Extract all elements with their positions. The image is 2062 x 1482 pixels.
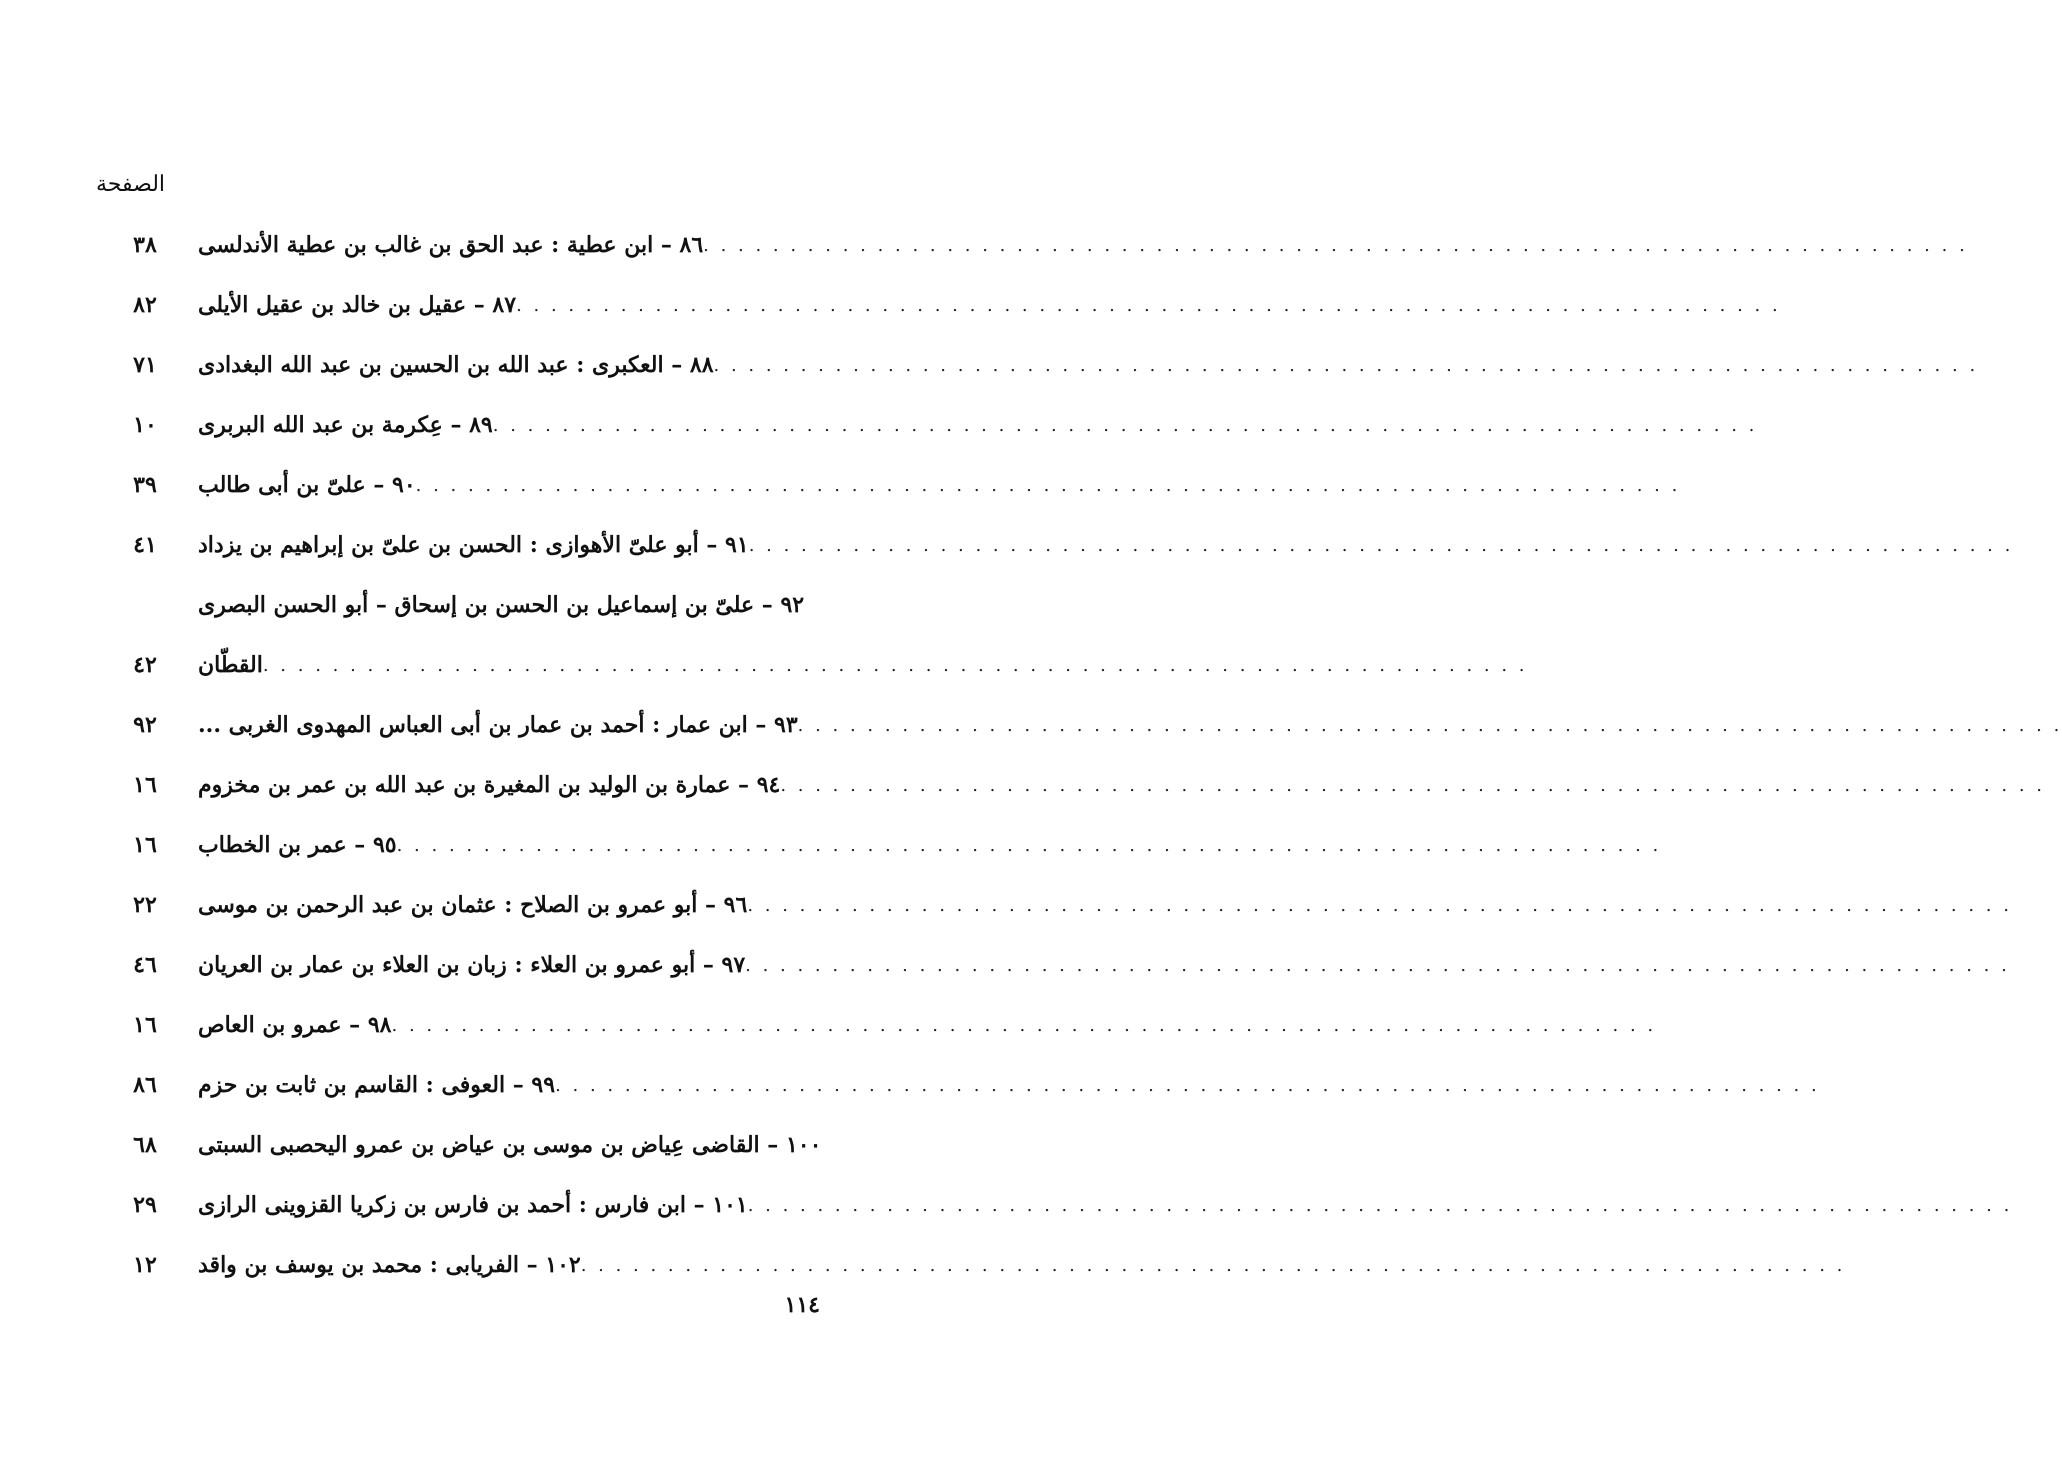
dot-leader (397, 835, 1662, 856)
toc-entry (180, 1072, 1820, 1098)
dot-leader (555, 1075, 1820, 1096)
dot-leader (392, 1015, 1657, 1036)
toc-entry-text: ٩٤ – عمارة بن الوليد بن المغيرة بن عبد الله بن عمر بن مخزوم (198, 772, 781, 798)
toc-row (110, 815, 815, 875)
toc-entry-text: ١٠١ – ابن فارس : أحمد بن فارس بن زكريا القزوينى الرازى (198, 1192, 748, 1218)
toc-row (110, 575, 815, 635)
toc-row (110, 395, 815, 455)
toc-entry-text: ٩٠ – علىّ بن أبى طالب (198, 472, 416, 498)
toc-row (110, 1235, 815, 1295)
toc-page-number: ٨٢ (133, 292, 157, 318)
toc-page-number: ٦٨ (133, 1132, 157, 1158)
dot-leader (780, 775, 2045, 796)
toc-entry (180, 892, 2012, 918)
toc-page-number: ٣٩ (133, 472, 157, 498)
toc-row (110, 275, 815, 335)
toc-entry (180, 1252, 1845, 1278)
toc-page-number: ٢٩ (133, 1192, 157, 1218)
document-page (0, 0, 944, 1482)
dot-leader (263, 655, 1528, 676)
dot-leader (714, 355, 1979, 376)
toc-page-number: ٢٢ (133, 892, 157, 918)
toc-row (110, 515, 815, 575)
toc-page-number: ١٦ (133, 1012, 157, 1038)
table-of-contents (110, 215, 822, 1295)
page-folio-number: ١١٤ (784, 1292, 820, 1318)
toc-entry-text: ٩٨ – عمرو بن العاص (198, 1012, 392, 1038)
toc-entry-text: ١٠٢ – الفريابى : محمد بن يوسف بن واقد (198, 1252, 581, 1278)
toc-page-number: ٩٢ (133, 712, 157, 738)
toc-row (110, 875, 815, 935)
dot-leader (493, 415, 1758, 436)
toc-entry-text: ٨٨ – العكبرى : عبد الله بن الحسين بن عبد الله البغدادى (198, 352, 714, 378)
toc-page-number: ١٢ (133, 1252, 157, 1278)
toc-page-number: ٣٨ (133, 232, 157, 258)
toc-entry (180, 232, 1968, 258)
toc-entry-text: ٩٧ – أبو عمرو بن العلاء : زبان بن العلاء بن عمار بن العريان (198, 952, 746, 978)
toc-entry (180, 1132, 821, 1158)
toc-row (110, 935, 815, 995)
toc-entry-text: ٨٦ – ابن عطية : عبد الحق بن غالب بن عطية الأندلسى (198, 232, 704, 258)
toc-entry-text: ٩٥ – عمر بن الخطاب (198, 832, 397, 858)
toc-entry (180, 772, 2045, 798)
toc-row (110, 1175, 815, 1235)
toc-entry (180, 1012, 1656, 1038)
dot-leader (798, 715, 2062, 736)
toc-entry-text: ١٠٠ – القاضى عِياض بن موسى بن عياض بن عمرو اليحصبى السبتى (198, 1132, 822, 1158)
dot-leader (748, 1195, 2013, 1216)
dot-leader (745, 955, 2010, 976)
toc-page-number: ٤٢ (133, 652, 157, 678)
toc-entry (180, 532, 2013, 558)
toc-page-number: ٤٦ (133, 952, 157, 978)
page-column-label: الصفحة (96, 172, 166, 197)
toc-page-number: ١٦ (133, 772, 157, 798)
dot-leader (416, 475, 1681, 496)
toc-entry (180, 412, 1757, 438)
toc-row (110, 1115, 822, 1175)
toc-row (110, 455, 815, 515)
toc-row (110, 995, 815, 1055)
toc-entry-text: ٨٧ – عقيل بن خالد بن عقيل الأيلى (198, 292, 517, 318)
dot-leader (749, 535, 2014, 556)
toc-entry-text: ٩٣ – ابن عمار : أحمد بن عمار بن أبى العباس المهدوى الغربى ... (198, 712, 798, 738)
dot-leader (747, 895, 2012, 916)
toc-entry (180, 352, 1978, 378)
toc-entry (180, 832, 1661, 858)
dot-leader (581, 1255, 1846, 1276)
toc-row-continuation (110, 635, 815, 695)
dot-leader (703, 235, 1968, 256)
toc-row (110, 215, 815, 275)
toc-entry-text: ٨٩ – عِكرمة بن عبد الله البربرى (198, 412, 493, 438)
toc-entry-text: ٩١ – أبو علىّ الأهوازى : الحسن بن علىّ بن إبراهيم بن يزداد (198, 532, 749, 558)
toc-entry (180, 952, 2010, 978)
toc-row (110, 1055, 815, 1115)
toc-page-number: ١٠ (133, 412, 157, 438)
toc-entry-text: ٩٩ – العوفى : القاسم بن ثابت بن حزم (198, 1072, 556, 1098)
toc-entry (180, 592, 815, 618)
toc-entry (180, 472, 1680, 498)
toc-entry-text: ٩٦ – أبو عمرو بن الصلاح : عثمان بن عبد الرحمن بن موسى (198, 892, 748, 918)
toc-entry-continuation-text: القطّان (198, 652, 263, 678)
toc-entry (180, 712, 2062, 738)
toc-entry-text: ٩٢ – علىّ بن إسماعيل بن الحسن بن إسحاق – أبو الحسن البصرى (198, 592, 805, 618)
toc-row (110, 335, 815, 395)
toc-entry (180, 292, 1781, 318)
toc-entry (180, 652, 1598, 678)
toc-page-number: ٤١ (133, 532, 157, 558)
toc-row (110, 755, 815, 815)
toc-row (110, 695, 815, 755)
toc-page-number: ٨٦ (133, 1072, 157, 1098)
toc-entry (180, 1192, 2012, 1218)
toc-page-number: ١٦ (133, 832, 157, 858)
dot-leader (516, 295, 1781, 316)
toc-page-number: ٧١ (133, 352, 157, 378)
